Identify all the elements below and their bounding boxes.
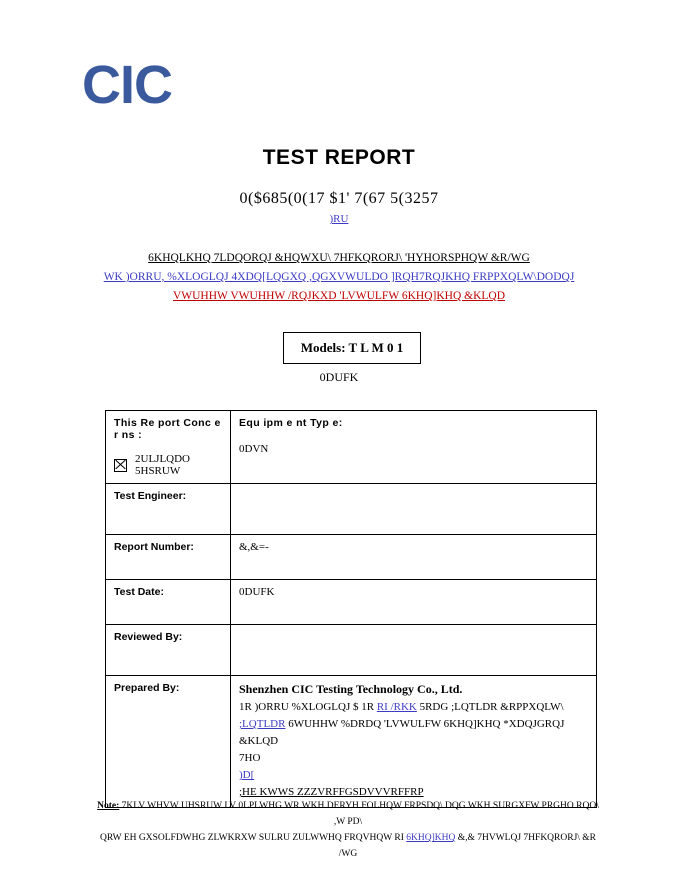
test-engineer-label: Test Engineer: xyxy=(114,490,187,502)
prep-line1-c: RI /RKK xyxy=(376,701,417,713)
prep-tel: 7HO xyxy=(239,752,261,764)
prep-line1-b: %XLOGLQJ $ 1R xyxy=(291,701,375,713)
prep-line1-d: 5RDG ;LQTLDR &RPPXQLW\ xyxy=(419,701,564,713)
applicant-line-3: VWUHHW VWUHHW /RQJKXD 'LVWULFW 6KHQ]KHQ &KLQD xyxy=(172,290,506,302)
prepared-company: Shenzhen CIC Testing Technology Co., Ltd. xyxy=(239,682,463,696)
report-number-value: &,&=- xyxy=(239,541,269,553)
page-subtitle: 0($685(0(17 $1' 7(67 5(3257 xyxy=(239,190,439,207)
reviewed-by-value-cell xyxy=(231,625,597,676)
note-line-2c: &,& 7HVWLQJ 7HFKQRORJ\ &R /WG xyxy=(338,833,597,859)
original-report-option[interactable] xyxy=(114,453,222,477)
note-line-2b: 6KHQ]KHQ xyxy=(406,833,456,843)
footer-note xyxy=(92,798,604,862)
concerns-header: This Re port Conc e r ns : xyxy=(114,417,221,441)
equipment-value: 0DVN xyxy=(239,443,269,455)
applicant-line-2: WK )ORRU, %XLOGLQJ 4XDQ[LQGXQ ,QGXVWULDO ]RQH7RQJKHQ FRPPXQLW\DODQJ xyxy=(103,271,575,283)
test-date-label: Test Date: xyxy=(114,586,164,598)
applicant-line-1: 6KHQLKHQ 7LDQORQJ &HQWXU\ 7HFKQRORJ\ 'HYHORSPHQW &R/WG xyxy=(148,252,530,264)
note-label: Note: xyxy=(97,801,120,811)
table-row xyxy=(106,625,597,676)
prep-line1-a: 1R )ORRU xyxy=(239,701,289,713)
for-line: )RU xyxy=(329,213,349,225)
reviewed-by-label-cell xyxy=(106,625,231,676)
test-engineer-label-cell xyxy=(106,484,231,535)
applicant-address xyxy=(0,249,678,306)
models-box xyxy=(283,332,421,364)
report-number-label-cell xyxy=(106,535,231,580)
note-line-2a: QRW EH GXSOLFDWHG ZLWKRXW SULRU ZULWWHQ FRQVHQW RI xyxy=(99,833,404,843)
report-date-line: 0DUFK xyxy=(319,370,359,384)
equipment-cell xyxy=(231,411,597,484)
note-line-1: 7KLV WHVW UHSRUW LV 0LPLWHG WR WKH DERYH FOLHQW FRPSDQ\ DQG WKH SURGXFW PRGHO RQO\ ,W PD\ xyxy=(121,801,599,827)
prepared-by-value-cell xyxy=(231,676,597,808)
concerns-cell xyxy=(106,411,231,484)
report-info-table xyxy=(105,410,597,808)
table-row xyxy=(106,580,597,625)
prepared-address xyxy=(239,699,588,801)
table-row xyxy=(106,411,597,484)
page-title: TEST REPORT xyxy=(262,146,416,169)
models-label: Models: T L M 0 1 xyxy=(300,340,404,355)
test-date-value-cell xyxy=(231,580,597,625)
table-row xyxy=(106,484,597,535)
prep-line2-a: ;LQTLDR xyxy=(239,718,286,730)
report-number-label: Report Number: xyxy=(114,541,194,553)
test-date-value: 0DUFK xyxy=(239,586,275,598)
prepared-by-label-cell xyxy=(106,676,231,808)
test-date-label-cell xyxy=(106,580,231,625)
prepared-by-label: Prepared By: xyxy=(114,682,180,694)
prep-fax: )D[ xyxy=(239,769,255,781)
equipment-header: Equ ipm e nt Typ e: xyxy=(239,417,343,429)
original-report-label: 2ULJLQDO 5HSRUW xyxy=(135,453,190,477)
table-row xyxy=(106,676,597,808)
reviewed-by-label: Reviewed By: xyxy=(114,631,183,643)
table-row xyxy=(106,535,597,580)
test-engineer-value-cell xyxy=(231,484,597,535)
prep-web[interactable]: ;HE KWWS ZZZVRFFGSDVVVRFFRP xyxy=(239,786,424,798)
checkbox-icon[interactable] xyxy=(114,459,127,472)
report-number-value-cell xyxy=(231,535,597,580)
cic-logo: CIC xyxy=(82,55,172,115)
prep-line2-b: 6WUHHW %DRDQ 'LVWULFW 6KHQ]KHQ *XDQJGRQJ &KLQD xyxy=(239,718,565,747)
